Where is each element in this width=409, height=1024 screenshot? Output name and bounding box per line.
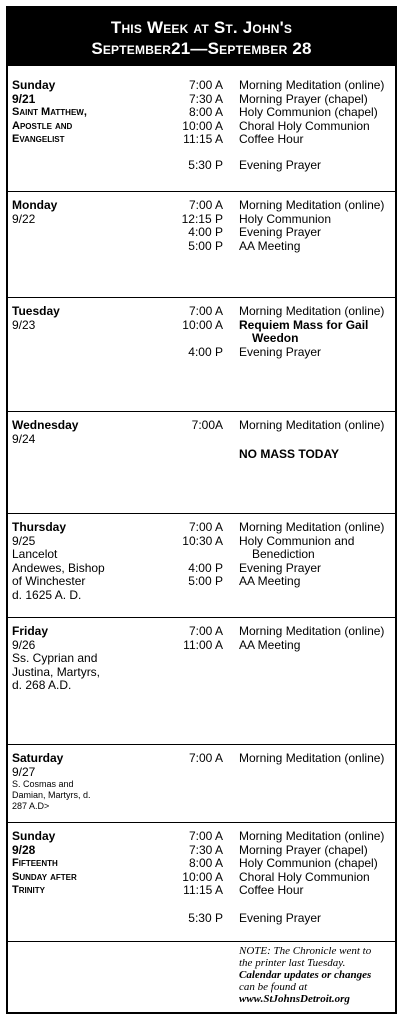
schedule-header xyxy=(8,8,395,66)
day-name: Saturday xyxy=(12,751,64,765)
feast-line: S. Cosmas and xyxy=(12,779,74,789)
day-block-sunday-9-21: Sunday 9/21 Saint Matthew, Apostle and Evangelist 7:00 A Morning Meditation (online) 7:30 A Morning Prayer (chapel) 8:00 A Holy Communion (chapel) 10:00 A Choral Holy Communion 11:15 A Coffee Hour 5:30 P Evening Prayer xyxy=(12,78,385,172)
header-title: This Week at St. John's xyxy=(110,18,293,37)
feast-line: Evangelist xyxy=(12,133,65,145)
day-name: Monday xyxy=(12,198,58,212)
feast-line: d. 268 A.D. xyxy=(12,678,72,692)
feast-line: Saint Matthew, xyxy=(12,106,87,118)
feast-line: Lancelot xyxy=(12,547,58,561)
day-name: Wednesday xyxy=(12,418,79,432)
day-date: 9/28 xyxy=(12,842,36,857)
feast-line: Justina, Martyrs, xyxy=(12,664,101,679)
feast-line: Sunday after xyxy=(12,870,77,883)
day-date: 9/21 xyxy=(12,91,36,106)
day-block-monday: Monday 9/22 7:00 A Morning Meditation (online) 12:15 P Holy Communion 4:00 P Evening Prayer 5:00 P AA Meeting xyxy=(8,191,395,297)
day-name: Thursday xyxy=(12,520,67,534)
day-block-thursday: Thursday 9/25 Lancelot Andewes, Bishop of Winchester d. 1625 A. D. 7:00 A Morning Meditation (online) 10:30 A Holy Communion and Benediction 4:00 P Evening Prayer 5:00 P AA Meeting xyxy=(8,513,395,617)
day-name: Tuesday xyxy=(12,304,60,318)
day-block-wednesday: Wednesday 9/24 7:00A Morning Meditation (online) NO MASS TODAY xyxy=(8,411,395,513)
day-block-friday: Friday 9/26 Ss. Cyprian and Justina, Martyrs, d. 268 A.D. 7:00 A Morning Meditation (online) 11:00 A AA Meeting xyxy=(8,617,395,744)
website-link[interactable]: www.StJohnsDetroit.org xyxy=(239,993,350,1005)
weekly-schedule xyxy=(6,6,397,1014)
day-block-sunday-9-28: Sunday 9/28 Fifteenth Sunday after Trinity 7:00 A Morning Meditation (online) 7:30 A Morning Prayer (chapel) 8:00 A Holy Communion (chapel) 10:00 A Choral Holy Communion 11:15 A Coffee Hour 5:30 P Evening Prayer xyxy=(8,822,395,941)
day-name: Sunday xyxy=(12,78,56,92)
day-date: 9/22 xyxy=(12,211,36,226)
day-date: 9/24 xyxy=(12,431,36,446)
day-name: Friday xyxy=(12,624,49,638)
note-block xyxy=(8,941,395,1012)
day-date: 9/27 xyxy=(12,764,36,779)
feast-line: 287 A.D> xyxy=(12,801,50,811)
feast-line: Apostle and xyxy=(12,119,73,132)
feast-line: Damian, Martyrs, d. xyxy=(12,790,91,800)
day-name: Sunday xyxy=(12,829,56,843)
no-mass-notice: NO MASS TODAY xyxy=(239,447,340,461)
day-date: 9/26 xyxy=(12,637,36,652)
feast-line: of Winchester xyxy=(12,574,86,588)
day-date: 9/25 xyxy=(12,533,36,548)
feast-line: Trinity xyxy=(12,884,45,896)
header-date-range: September21—September 28 xyxy=(91,39,312,58)
feast-line: Ss. Cyprian and xyxy=(12,651,98,665)
day-date: 9/23 xyxy=(12,317,36,332)
printer-note: NOTE: The Chronicle went to the printer last Tuesday. Calendar updates or changes can be found at www.StJohnsDetroit.org xyxy=(239,945,393,1005)
feast-line: d. 1625 A. D. xyxy=(12,587,82,602)
feast-line: Andewes, Bishop xyxy=(12,560,105,575)
feast-line: Fifteenth xyxy=(12,857,58,869)
day-block-saturday: Saturday 9/27 S. Cosmas and Damian, Martyrs, d. 287 A.D> 7:00 A Morning Meditation (online) xyxy=(8,744,395,822)
day-block-tuesday: Tuesday 9/23 7:00 A Morning Meditation (online) 10:00 A Requiem Mass for Gail Weedon 4:00 P Evening Prayer xyxy=(8,297,395,411)
